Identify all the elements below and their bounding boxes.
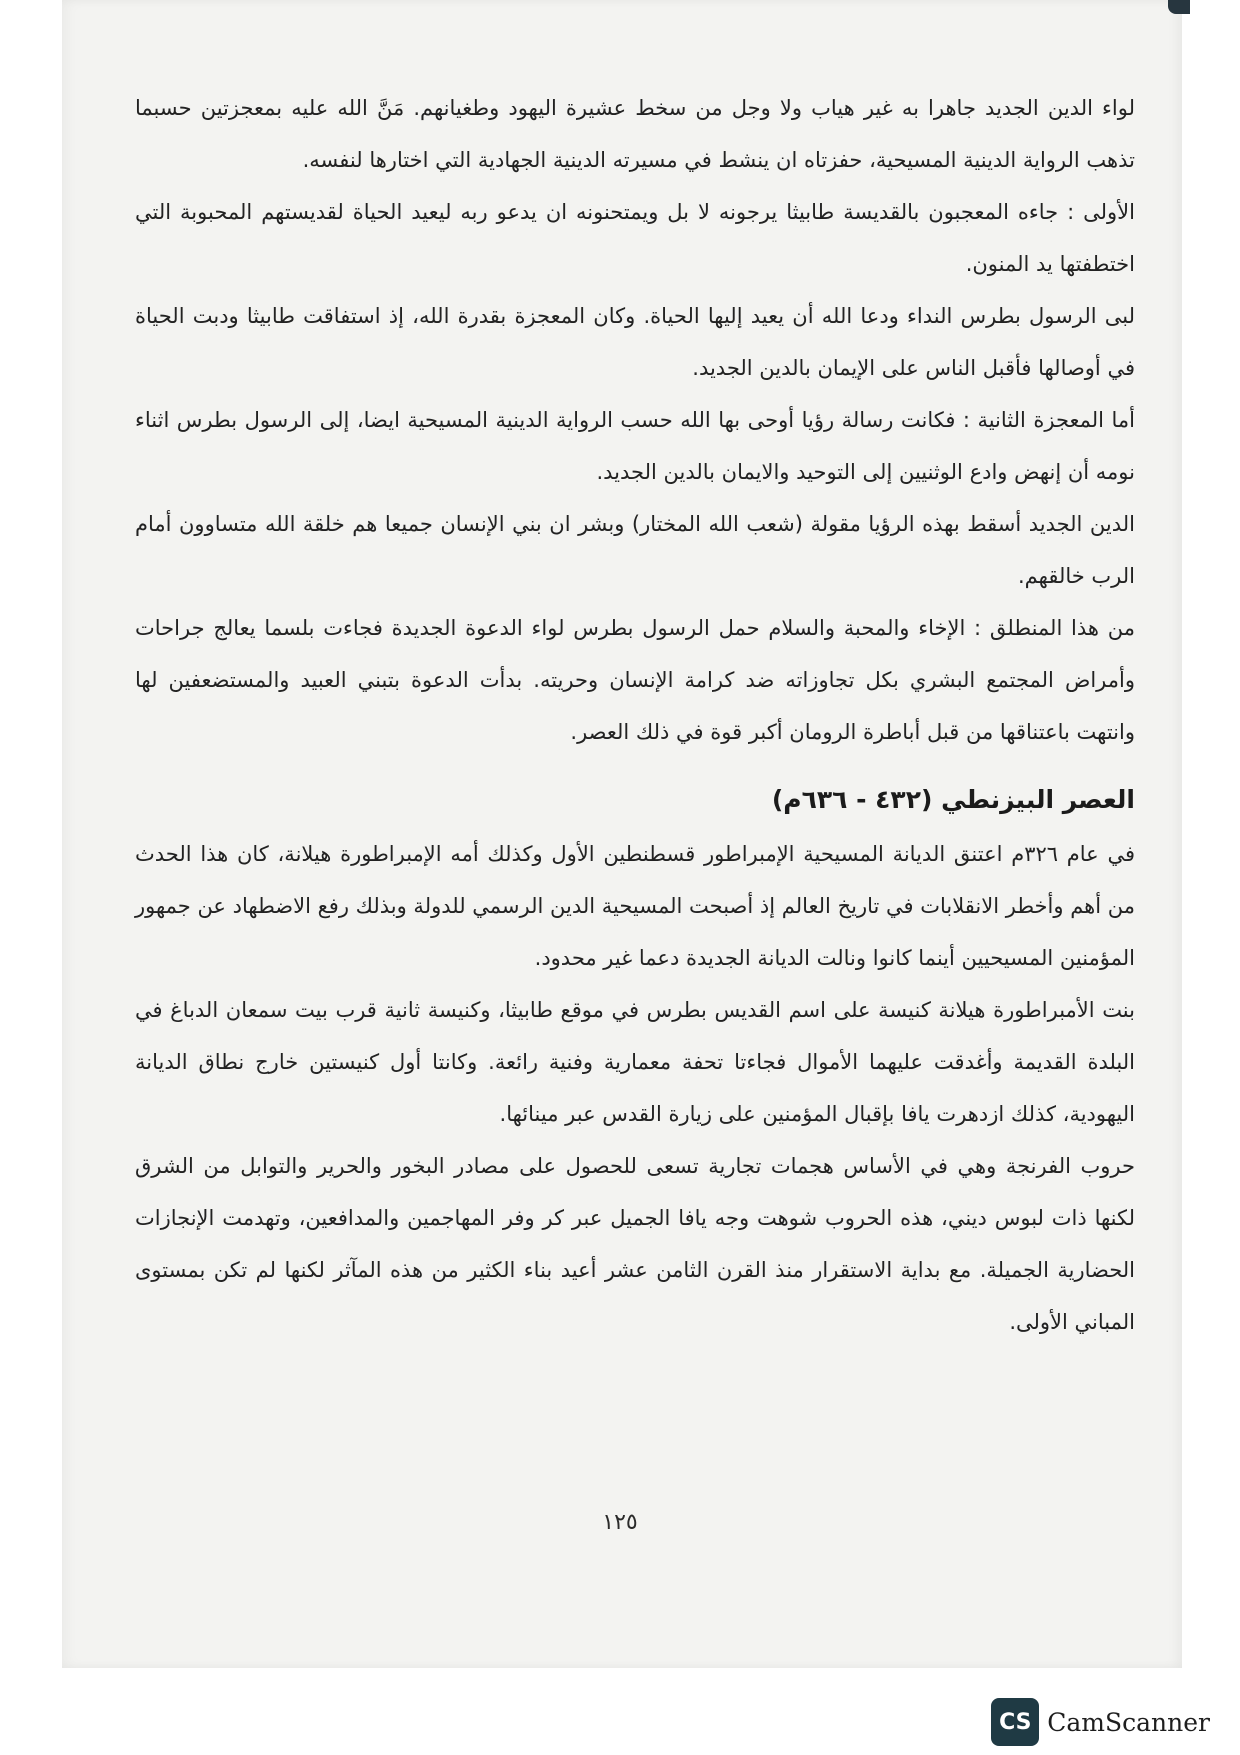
camscanner-brand-text: CamScanner (1047, 1707, 1210, 1737)
camscanner-logo-icon: CS (991, 1698, 1039, 1746)
camscanner-watermark (991, 1697, 1210, 1747)
page-text (135, 82, 1135, 1348)
paragraph-3: لبى الرسول بطرس النداء ودعا الله أن يعيد إليها الحياة. وكان المعجزة بقدرة الله، إذ استفاقت طابيثا ودبت الحياة في أوصالها فأقبل الناس على الإيمان بالدين الجديد. (135, 304, 1135, 380)
paragraph-7: في عام ٣٢٦م اعتنق الديانة المسيحية الإمبراطور قسطنطين الأول وكذلك أمه الإمبراطورة هيلانة، كان هذا الحدث من أهم وأخطر الانقلابات في تاريخ العالم إذ أصبحت المسيحية الدين الرسمي للدولة وبذلك رفع الاضطهاد عن جمهور المؤمنين المسيحيين أينما كانوا ونالت الديانة الجديدة دعما غير محدود. (134, 842, 1135, 970)
section-title: العصر البيزنطي (٤٣٢ - ٦٣٦م) (771, 785, 1135, 814)
page-corner-mark (1168, 0, 1190, 14)
paragraph-9: حروب الفرنجة وهي في الأساس هجمات تجارية تسعى للحصول على مصادر البخور والحرير والتوابل من الشرق لكنها ذات لبوس ديني، هذه الحروب شوهت وجه يافا الجميل عبر كر وفر المهاجمين والمدافعين، وتهدمت الإنجازات الحضارية الجميلة. مع بداية الاستقرار منذ القرن الثامن عشر أعيد بناء الكثير من هذه المآثر لكنها لم تكن بمستوى المباني الأولى. (135, 1154, 1135, 1334)
paragraph-8: بنت الأمبراطورة هيلانة كنيسة على اسم القديس بطرس في موقع طابيثا، وكنيسة ثانية قرب بيت سمعان الدباغ في البلدة القديمة وأغدقت عليهما الأموال فجاءتا تحفة معمارية وفنية رائعة. وكانتا أول كنيستين خارج نطاق الديانة اليهودية، كذلك ازدهرت يافا بإقبال المؤمنين على زيارة القدس عبر مينائها. (135, 998, 1135, 1126)
paragraph-4: أما المعجزة الثانية : فكانت رسالة رؤيا أوحى بها الله حسب الرواية الدينية المسيحية ايضا، إلى الرسول بطرس اثناء نومه أن إنهض وادع الوثنيين إلى التوحيد والايمان بالدين الجديد. (135, 408, 1135, 484)
paragraph-6: من هذا المنطلق : الإخاء والمحبة والسلام حمل الرسول بطرس لواء الدعوة الجديدة فجاءت بلسما يعالج جراحات وأمراض المجتمع البشري بكل تجاوزاته ضد كرامة الإنسان وحريته. بدأت الدعوة بتبني العبيد والمستضعفين لها وانتهت باعتناقها من قبل أباطرة الرومان أكبر قوة في ذلك العصر. (135, 616, 1135, 744)
paragraph-2: الأولى : جاءه المعجبون بالقديسة طابيثا يرجونه لا بل ويمتحنونه ان يدعو ربه ليعيد الحياة لقديستهم المحبوبة التي اختطفتها يد المنون. (135, 200, 1135, 276)
paragraph-5: الدين الجديد أسقط بهذه الرؤيا مقولة (شعب الله المختار) وبشر ان بني الإنسان جميعا هم خلقة الله متساوون أمام الرب خالقهم. (135, 512, 1135, 588)
page-number: ١٢٥ (602, 1510, 638, 1535)
paragraph-1: لواء الدين الجديد جاهرا به غير هياب ولا وجل من سخط عشيرة اليهود وطغيانهم. مَنَّ الله عليه بمعجزتين حسبما تذهب الرواية الدينية المسيحية، حفزتاه ان ينشط في مسيرته الدينية الجهادية التي اختارها لنفسه. (135, 96, 1135, 172)
